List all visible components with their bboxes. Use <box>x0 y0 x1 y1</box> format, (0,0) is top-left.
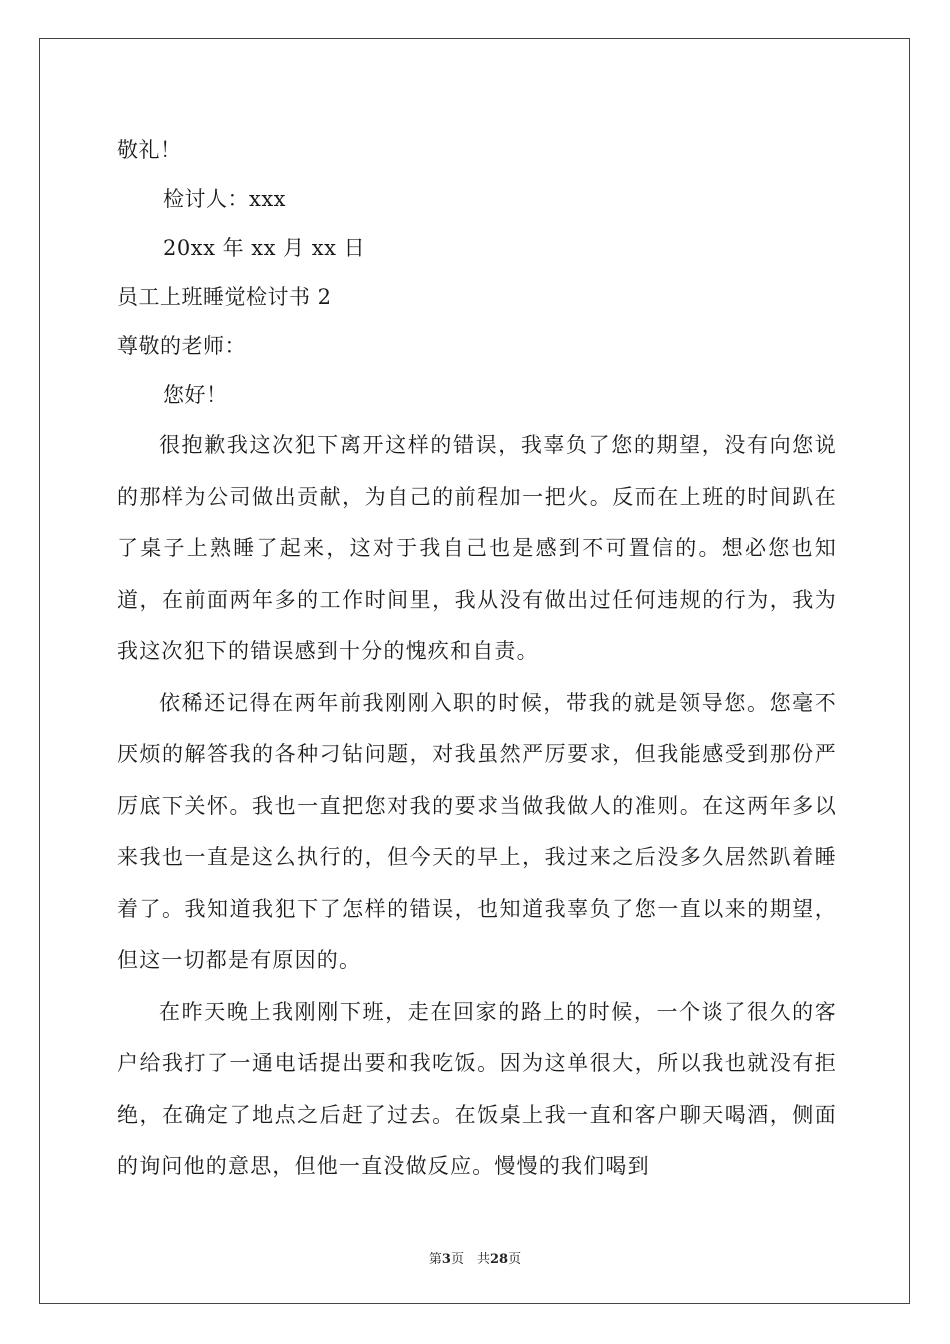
paragraph-3: 在昨天晚上我刚刚下班，走在回家的路上的时候，一个谈了很久的客户给我打了一通电话提出要和我吃饭。因为这单很大，所以我也就没有拒绝，在确定了地点之后赶了过去。在饭桌上我一直和客户聊天喝酒，侧面的询问他的意思，但他一直没做反应。慢慢的我们喝到 <box>117 999 837 1178</box>
footer-prefix: 第 <box>428 1252 442 1267</box>
closing-line: 敬礼！ <box>117 138 182 162</box>
footer-mid: 页 共 <box>450 1252 490 1267</box>
page-footer <box>0 1248 950 1267</box>
paragraph-1: 很抱歉我这次犯下离开这样的错误，我辜负了您的期望，没有向您说的那样为公司做出贡献，为自己的前程加一把火。反而在上班的时间趴在了桌子上熟睡了起来，这对于我自己也是感到不可置信的。想必您也知道，在前面两年多的工作时间里，我从没有做出过任何违规的行为，我为我这次犯下的错误感到十分的愧疚和自责。 <box>117 433 837 663</box>
salutation: 尊敬的老师： <box>117 334 246 358</box>
footer-suffix: 页 <box>508 1252 522 1267</box>
greeting: 您好！ <box>163 383 228 407</box>
footer-page-number: 3 <box>441 1252 451 1267</box>
section-title: 员工上班睡觉检讨书 2 <box>117 285 332 309</box>
paragraph-2: 依稀还记得在两年前我刚刚入职的时候，带我的就是领导您。您毫不厌烦的解答我的各种刁钻问题，对我虽然严厉要求，但我能感受到那份严厉底下关怀。我也一直把您对我的要求当做我做人的准则。在这两年多以来我也一直是这么执行的，但今天的早上，我过来之后没多久居然趴着睡着了。我知道我犯下了怎样的错误，也知道我辜负了您一直以来的期望，但这一切都是有原因的。 <box>117 690 837 972</box>
footer-total-pages: 28 <box>489 1252 509 1267</box>
signer-line: 检讨人：xxx <box>163 187 287 211</box>
document-body <box>117 126 837 1193</box>
date-line: 20xx 年 xx 月 xx 日 <box>163 236 366 260</box>
